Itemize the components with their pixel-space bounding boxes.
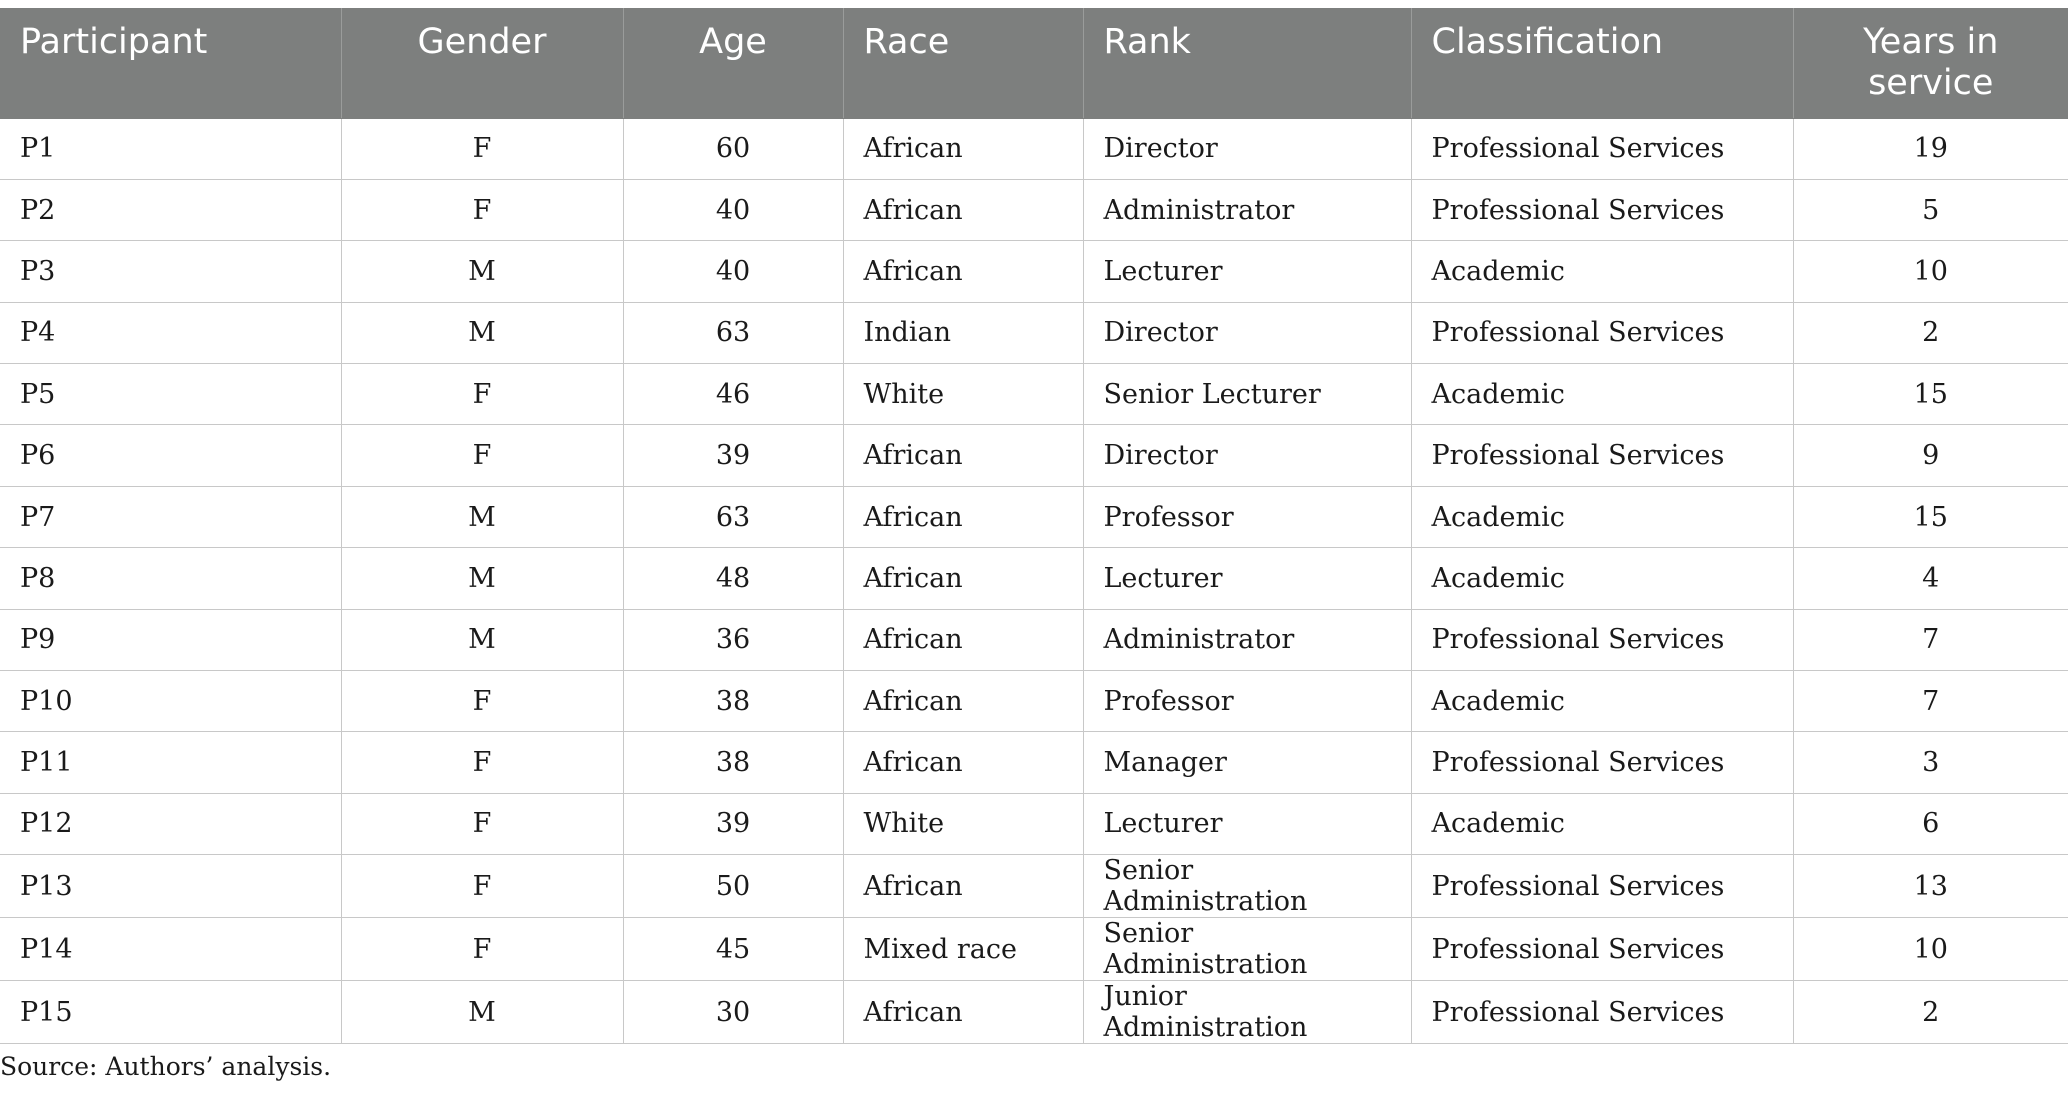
table-row xyxy=(0,548,2068,609)
cell-years-in-service: 2 xyxy=(1793,981,2068,1044)
cell-age: 45 xyxy=(623,918,843,981)
cell-race: African xyxy=(843,118,1083,179)
cell-rank: Lecturer xyxy=(1083,241,1411,302)
cell-gender: M xyxy=(341,609,623,670)
cell-race: African xyxy=(843,671,1083,732)
cell-race: African xyxy=(843,486,1083,547)
header-classification: Classification xyxy=(1411,8,1793,118)
table-row xyxy=(0,364,2068,425)
table-row xyxy=(0,302,2068,363)
cell-participant: P9 xyxy=(0,609,341,670)
cell-participant: P8 xyxy=(0,548,341,609)
table-row xyxy=(0,609,2068,670)
cell-classification: Academic xyxy=(1411,241,1793,302)
cell-years-in-service: 19 xyxy=(1793,118,2068,179)
cell-gender: M xyxy=(341,981,623,1044)
cell-participant: P12 xyxy=(0,793,341,854)
cell-race: African xyxy=(843,981,1083,1044)
table-row xyxy=(0,118,2068,179)
cell-participant: P5 xyxy=(0,364,341,425)
cell-rank: Administrator xyxy=(1083,609,1411,670)
cell-age: 60 xyxy=(623,118,843,179)
table-row xyxy=(0,981,2068,1044)
cell-classification: Academic xyxy=(1411,671,1793,732)
cell-classification: Professional Services xyxy=(1411,118,1793,179)
cell-rank: Lecturer xyxy=(1083,548,1411,609)
cell-gender: F xyxy=(341,179,623,240)
cell-participant: P2 xyxy=(0,179,341,240)
table-row xyxy=(0,241,2068,302)
cell-years-in-service: 15 xyxy=(1793,364,2068,425)
cell-age: 38 xyxy=(623,671,843,732)
cell-gender: F xyxy=(341,732,623,793)
cell-gender: M xyxy=(341,302,623,363)
cell-classification: Academic xyxy=(1411,486,1793,547)
cell-classification: Professional Services xyxy=(1411,609,1793,670)
cell-classification: Professional Services xyxy=(1411,981,1793,1044)
cell-rank: Director xyxy=(1083,425,1411,486)
cell-gender: M xyxy=(341,241,623,302)
cell-years-in-service: 3 xyxy=(1793,732,2068,793)
cell-participant: P10 xyxy=(0,671,341,732)
cell-race: African xyxy=(843,425,1083,486)
cell-years-in-service: 10 xyxy=(1793,241,2068,302)
cell-classification: Professional Services xyxy=(1411,918,1793,981)
header-participant: Participant xyxy=(0,8,341,118)
cell-years-in-service: 5 xyxy=(1793,179,2068,240)
table-row xyxy=(0,486,2068,547)
cell-years-in-service: 10 xyxy=(1793,918,2068,981)
cell-years-in-service: 7 xyxy=(1793,671,2068,732)
cell-participant: P13 xyxy=(0,855,341,918)
cell-classification: Academic xyxy=(1411,548,1793,609)
cell-age: 38 xyxy=(623,732,843,793)
cell-rank: Director xyxy=(1083,118,1411,179)
table-row xyxy=(0,793,2068,854)
table-row xyxy=(0,179,2068,240)
table-row xyxy=(0,855,2068,918)
cell-gender: F xyxy=(341,118,623,179)
cell-participant: P14 xyxy=(0,918,341,981)
source-note: Source: Authors’ analysis. xyxy=(0,1052,332,1081)
cell-race: African xyxy=(843,855,1083,918)
cell-classification: Professional Services xyxy=(1411,179,1793,240)
cell-age: 63 xyxy=(623,486,843,547)
cell-years-in-service: 15 xyxy=(1793,486,2068,547)
table-row xyxy=(0,918,2068,981)
cell-years-in-service: 7 xyxy=(1793,609,2068,670)
cell-participant: P6 xyxy=(0,425,341,486)
cell-years-in-service: 13 xyxy=(1793,855,2068,918)
cell-classification: Professional Services xyxy=(1411,425,1793,486)
cell-gender: F xyxy=(341,793,623,854)
cell-years-in-service: 2 xyxy=(1793,302,2068,363)
cell-age: 48 xyxy=(623,548,843,609)
cell-age: 63 xyxy=(623,302,843,363)
cell-classification: Professional Services xyxy=(1411,855,1793,918)
cell-age: 46 xyxy=(623,364,843,425)
cell-gender: M xyxy=(341,548,623,609)
cell-participant: P1 xyxy=(0,118,341,179)
cell-race: African xyxy=(843,241,1083,302)
cell-age: 50 xyxy=(623,855,843,918)
cell-gender: M xyxy=(341,486,623,547)
cell-years-in-service: 4 xyxy=(1793,548,2068,609)
cell-rank: Professor xyxy=(1083,486,1411,547)
cell-gender: F xyxy=(341,425,623,486)
table-row xyxy=(0,425,2068,486)
table-row xyxy=(0,671,2068,732)
header-rank: Rank xyxy=(1083,8,1411,118)
cell-classification: Professional Services xyxy=(1411,302,1793,363)
cell-rank: Senior Administration xyxy=(1083,918,1411,981)
header-race: Race xyxy=(843,8,1083,118)
cell-rank: Senior Administration xyxy=(1083,855,1411,918)
cell-age: 40 xyxy=(623,179,843,240)
cell-rank: Senior Lecturer xyxy=(1083,364,1411,425)
cell-participant: P4 xyxy=(0,302,341,363)
participants-table-container xyxy=(0,8,2068,1044)
cell-gender: F xyxy=(341,918,623,981)
cell-years-in-service: 9 xyxy=(1793,425,2068,486)
table-row xyxy=(0,732,2068,793)
table-header-row xyxy=(0,8,2068,118)
header-years-in-service: Years in service xyxy=(1793,8,2068,118)
cell-rank: Administrator xyxy=(1083,179,1411,240)
cell-participant: P11 xyxy=(0,732,341,793)
cell-rank: Director xyxy=(1083,302,1411,363)
cell-participant: P7 xyxy=(0,486,341,547)
cell-race: White xyxy=(843,793,1083,854)
cell-race: White xyxy=(843,364,1083,425)
cell-classification: Professional Services xyxy=(1411,732,1793,793)
cell-gender: F xyxy=(341,364,623,425)
cell-participant: P15 xyxy=(0,981,341,1044)
cell-race: African xyxy=(843,609,1083,670)
cell-rank: Lecturer xyxy=(1083,793,1411,854)
cell-race: Indian xyxy=(843,302,1083,363)
cell-age: 40 xyxy=(623,241,843,302)
cell-participant: P3 xyxy=(0,241,341,302)
cell-age: 39 xyxy=(623,793,843,854)
cell-age: 36 xyxy=(623,609,843,670)
participants-table xyxy=(0,8,2068,1044)
cell-rank: Manager xyxy=(1083,732,1411,793)
cell-gender: F xyxy=(341,671,623,732)
cell-race: African xyxy=(843,732,1083,793)
header-age: Age xyxy=(623,8,843,118)
cell-rank: Junior Administration xyxy=(1083,981,1411,1044)
table-body xyxy=(0,118,2068,1044)
cell-race: Mixed race xyxy=(843,918,1083,981)
cell-years-in-service: 6 xyxy=(1793,793,2068,854)
cell-age: 30 xyxy=(623,981,843,1044)
cell-rank: Professor xyxy=(1083,671,1411,732)
header-gender: Gender xyxy=(341,8,623,118)
cell-classification: Academic xyxy=(1411,793,1793,854)
cell-race: African xyxy=(843,179,1083,240)
cell-classification: Academic xyxy=(1411,364,1793,425)
cell-age: 39 xyxy=(623,425,843,486)
cell-race: African xyxy=(843,548,1083,609)
cell-gender: F xyxy=(341,855,623,918)
